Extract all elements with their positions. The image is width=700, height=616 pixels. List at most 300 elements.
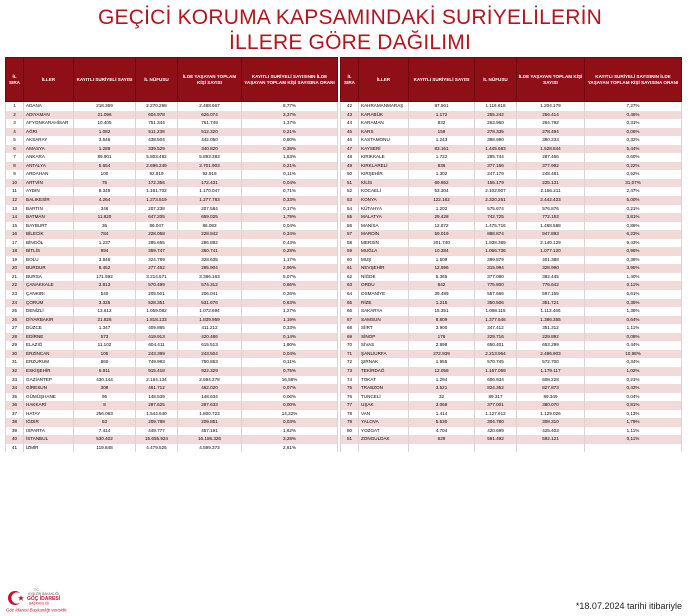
cell-sira-right: 49: [341, 162, 359, 171]
cell-toplam: 1.839.959: [178, 316, 242, 325]
cell-kayitli: 346: [74, 205, 136, 214]
cell-toplam: 626.074: [178, 111, 242, 120]
cell-kayitli-right: 15.351: [409, 307, 475, 316]
cell-sira: 25: [6, 307, 24, 316]
cell-oran-right: 0,13%: [585, 410, 682, 419]
table-row: [6, 427, 682, 436]
cell-toplam: 411.212: [178, 324, 242, 333]
cell-kayitli: 171.592: [74, 273, 136, 282]
cell-il-right: SAKARYA: [359, 307, 409, 316]
cell-oran-right: 5,00%: [585, 196, 682, 205]
cell-sira: 3: [6, 119, 24, 128]
cell-oran: 5,07%: [242, 273, 338, 282]
cell-il-right: YALOVA: [359, 418, 409, 427]
table-row: [6, 376, 682, 385]
cell-toplam-right: 225.131: [517, 179, 585, 188]
cell-sira-right: 73: [341, 367, 359, 376]
cell-il: BARTIN: [24, 205, 74, 214]
cell-il: ARTVİN: [24, 179, 74, 188]
cell-nufus-right: 824.352: [475, 384, 517, 393]
cell-kayitli-right: 83.161: [409, 145, 475, 154]
table-row: [6, 170, 682, 179]
cell-oran: 0,03%: [242, 418, 338, 427]
cell-kayitli-right: 1.509: [409, 256, 475, 265]
cell-toplam-right: 425.403: [517, 427, 585, 436]
table-row: [6, 153, 682, 162]
header-iller: İLLER: [24, 58, 74, 102]
cell-oran: 0,04%: [242, 222, 338, 231]
cell-sira-right: 79: [341, 418, 359, 427]
cell-sira: 27: [6, 324, 24, 333]
cell-oran-right: 1,11%: [585, 324, 682, 333]
cell-sira: 6: [6, 145, 24, 154]
cell-nufus: 915.418: [136, 367, 178, 376]
cell-il: HATAY: [24, 410, 74, 419]
cell-sira-right: 70: [341, 341, 359, 350]
cell-toplam-right: 576.876: [517, 205, 585, 214]
cell-nufus: 449.777: [136, 427, 178, 436]
cell-il-right: SİNOP: [359, 333, 409, 342]
cell-kayitli: 8.345: [74, 187, 136, 196]
cell-kayitli-right: 122.162: [409, 196, 475, 205]
cell-nufus: 4.479.525: [136, 444, 178, 453]
cell-kayitli-right: 3.900: [409, 324, 475, 333]
cell-oran: 1,19%: [242, 316, 338, 325]
cell-il: ADANA: [24, 102, 74, 111]
cell-oran-right: 0,38%: [585, 256, 682, 265]
cell-oran-right: 31,07%: [585, 179, 682, 188]
cell-nufus: 528.351: [136, 299, 178, 308]
cell-sira: 4: [6, 128, 24, 137]
cell-nufus-right: 315.994: [475, 264, 517, 273]
cell-nufus: 2.270.298: [136, 102, 178, 111]
logo-line-4: BAŞKANLIĞI: [29, 601, 50, 606]
cell-kayitli-right: 2.898: [409, 341, 475, 350]
cell-nufus: 148.539: [136, 393, 178, 402]
table-row: [6, 239, 682, 248]
cell-kayitli-right: 1.955: [409, 358, 475, 367]
cell-oran-right: 0,04%: [585, 393, 682, 402]
cell-nufus: 1.544.640: [136, 410, 178, 419]
cell-il: İSTANBUL: [24, 435, 74, 444]
cell-oran: 1,17%: [242, 256, 338, 265]
cell-kayitli-right: 5.530: [409, 418, 475, 427]
cell-nufus-right: 1.377.546: [475, 316, 517, 325]
distribution-table: [5, 57, 682, 452]
cell-nufus-right: 775.800: [475, 281, 517, 290]
cell-nufus-right: 557.666: [475, 290, 517, 299]
cell-toplam: 86.083: [178, 222, 242, 231]
cell-toplam-right: 1.528.844: [517, 145, 585, 154]
cell-sira-right: 45: [341, 128, 359, 137]
cell-toplam-right: 947.893: [517, 230, 585, 239]
cell-il-right: NİĞDE: [359, 273, 409, 282]
cell-il: ÇANAKKALE: [24, 281, 74, 290]
cell-kayitli-right: 3.069: [409, 401, 475, 410]
cell-il: HAKKARİ: [24, 401, 74, 410]
cell-nufus-right: 285.744: [475, 153, 517, 162]
cell-il-right: VAN: [359, 410, 409, 419]
cell-nufus-right: 1.938.389: [475, 239, 517, 248]
cell-sira: 37: [6, 410, 24, 419]
cell-il-right: MARDİN: [359, 230, 409, 239]
cell-toplam-right: 2.140.129: [517, 239, 585, 248]
cell-oran: 0,33%: [242, 324, 338, 333]
cell-toplam-right: 377.992: [517, 162, 585, 171]
cell-sira-right: 71: [341, 350, 359, 359]
cell-kayitli-right: 176: [409, 333, 475, 342]
cell-il-right: SİİRT: [359, 324, 409, 333]
cell-oran: 1,79%: [242, 213, 338, 222]
cell-kayitli-right: 8.809: [409, 316, 475, 325]
cell-nufus-right: 1.116.618: [475, 102, 517, 111]
cell-sira-right: 78: [341, 410, 359, 419]
cell-kayitli: 100: [74, 170, 136, 179]
cell-sira: 26: [6, 316, 24, 325]
cell-oran-right: 0,08%: [585, 333, 682, 342]
cell-oran-right: 2,47%: [585, 187, 682, 196]
cell-toplam-right: 2.156.211: [517, 187, 585, 196]
cell-toplam: 1.277.783: [178, 196, 242, 205]
table-row: [6, 333, 682, 342]
cell-sira-right: 76: [341, 393, 359, 402]
cell-oran: 0,28%: [242, 247, 338, 256]
cell-kayitli: 530.402: [74, 435, 136, 444]
cell-oran: 16,58%: [242, 376, 338, 385]
cell-toplam: 340.820: [178, 145, 242, 154]
cell-sira: 20: [6, 264, 24, 273]
cell-kayitli-right: 59.019: [409, 230, 475, 239]
cell-kayitli-right: 29.428: [409, 213, 475, 222]
cell-sira-right: 62: [341, 273, 359, 282]
cell-nufus: 86.047: [136, 222, 178, 231]
header-toplam: İLDE YAŞAYAN TOPLAM KİŞİ SAYISI: [178, 58, 242, 102]
table-row: [6, 281, 682, 290]
table-row: [6, 187, 682, 196]
cell-il: DENİZLİ: [24, 307, 74, 316]
cell-toplam: 285.904: [178, 264, 242, 273]
cell-nufus: 172.356: [136, 179, 178, 188]
cell-kayitli: 10.405: [74, 119, 136, 128]
cell-sira-right: 69: [341, 333, 359, 342]
cell-kayitli: 11.102: [74, 341, 136, 350]
cell-kayitli: 105: [74, 350, 136, 359]
cell-oran-right: 0,60%: [585, 153, 682, 162]
cell-il: ELAZIĞ: [24, 341, 74, 350]
cell-oran: 0,71%: [242, 187, 338, 196]
cell-sira-right: 47: [341, 145, 359, 154]
cell-oran: 0,04%: [242, 350, 338, 359]
cell-il: DİYARBAKIR: [24, 316, 74, 325]
cell-toplam: 2.488.667: [178, 102, 242, 111]
cell-toplam-right: 776.642: [517, 281, 585, 290]
cell-toplam-right: 308.310: [517, 418, 585, 427]
cell-oran: 1,53%: [242, 153, 338, 162]
cell-nufus: 209.788: [136, 418, 178, 427]
cell-oran-right: 1,11%: [585, 427, 682, 436]
cell-oran: 0,38%: [242, 145, 338, 154]
cell-kayitli-right: 1.215: [409, 299, 475, 308]
cell-sira: 29: [6, 341, 24, 350]
cell-il-right: KARS: [359, 128, 409, 137]
cell-oran-right: 3,95%: [585, 264, 682, 273]
cell-nufus-right: 377.156: [475, 162, 517, 171]
cell-il-right: KASTAMONU: [359, 136, 409, 145]
cell-oran: 0,34%: [242, 230, 338, 239]
cell-nufus-right: 1.098.115: [475, 307, 517, 316]
cell-oran-right: 6,23%: [585, 230, 682, 239]
cell-nufus: 749.993: [136, 358, 178, 367]
cell-oran-right: 7,27%: [585, 102, 682, 111]
cell-nufus: 287.625: [136, 401, 178, 410]
cell-toplam: 457.191: [178, 427, 242, 436]
cell-oran-right: 0,34%: [585, 358, 682, 367]
cell-nufus-right: 247.179: [475, 170, 517, 179]
cell-sira-right: 67: [341, 316, 359, 325]
table-row: [6, 222, 682, 231]
cell-oran-right: 6,61%: [585, 290, 682, 299]
cell-sira-right: 66: [341, 307, 359, 316]
cell-il: GİRESUN: [24, 384, 74, 393]
cell-toplam-right: 351.721: [517, 299, 585, 308]
cell-kayitli-right: 842: [409, 281, 475, 290]
cell-nufus-right: 1.167.059: [475, 367, 517, 376]
cell-sira: 23: [6, 290, 24, 299]
cell-sira-right: 63: [341, 281, 359, 290]
cell-toplam: 287.633: [178, 401, 242, 410]
cell-sira: 12: [6, 196, 24, 205]
cell-oran-right: 1,40%: [585, 273, 682, 282]
cell-oran: 0,07%: [242, 384, 338, 393]
cell-il: ANTALYA: [24, 162, 74, 171]
cell-kayitli: 994: [74, 247, 136, 256]
cell-nufus-right: 1.445.683: [475, 145, 517, 154]
cell-toplam: 615.513: [178, 341, 242, 350]
cell-kayitli-right: 832: [409, 119, 475, 128]
cell-il: ADIYAMAN: [24, 111, 74, 120]
logo-line-1: T.C.: [34, 588, 40, 592]
cell-nufus: 438.504: [136, 136, 178, 145]
cell-toplam: 442.050: [178, 136, 242, 145]
cell-nufus-right: 2.102.907: [475, 187, 517, 196]
cell-toplam: 206.041: [178, 290, 242, 299]
cell-toplam-right: 351.312: [517, 324, 585, 333]
cell-toplam: 1.170.047: [178, 187, 242, 196]
cell-il: ISPARTA: [24, 427, 74, 436]
header-sira-right: İL SIRA: [341, 58, 359, 102]
cell-sira-right: 56: [341, 222, 359, 231]
cell-kayitli-right: 836: [409, 162, 475, 171]
cell-sira: 5: [6, 136, 24, 145]
cell-nufus-right: 2.213.964: [475, 350, 517, 359]
cell-sira: 36: [6, 401, 24, 410]
cell-kayitli-right: 10.384: [409, 247, 475, 256]
cell-kayitli: 308: [74, 384, 136, 393]
cell-sira-right: 72: [341, 358, 359, 367]
table-row: [6, 324, 682, 333]
cell-toplam: 3.386.163: [178, 273, 242, 282]
cell-oran-right: 0,52%: [585, 170, 682, 179]
cell-kayitli: 3.846: [74, 256, 136, 265]
cell-kayitli: 5.654: [74, 162, 136, 171]
cell-toplam: 420.486: [178, 333, 242, 342]
cell-toplam-right: 328.990: [517, 264, 585, 273]
cell-toplam: 172.431: [178, 179, 242, 188]
cell-nufus-right: 575.674: [475, 205, 517, 214]
cell-nufus-right: 377.080: [475, 273, 517, 282]
cell-nufus-right: 1.127.612: [475, 410, 517, 419]
cell-sira: 40: [6, 435, 24, 444]
cell-il-right: KONYA: [359, 196, 409, 205]
cell-nufus: 92.819: [136, 170, 178, 179]
cell-kayitli: 3.325: [74, 299, 136, 308]
cell-nufus-right: 650.401: [475, 341, 517, 350]
cell-toplam: 531.676: [178, 299, 242, 308]
cell-oran: 1,27%: [242, 307, 338, 316]
cell-kayitli-right: 53.304: [409, 187, 475, 196]
cell-toplam-right: 1.129.026: [517, 410, 585, 419]
cell-nufus-right: 399.879: [475, 256, 517, 265]
cell-toplam: 209.851: [178, 418, 242, 427]
cell-sira-right: 51: [341, 179, 359, 188]
cell-sira-right: [341, 444, 359, 453]
cell-oran-right: 10,98%: [585, 350, 682, 359]
cell-sira: 35: [6, 393, 24, 402]
cell-oran: 0,14%: [242, 333, 338, 342]
cell-nufus-right: 888.874: [475, 230, 517, 239]
cell-oran: 1,62%: [242, 427, 338, 436]
cell-nufus: 339.529: [136, 145, 178, 154]
cell-sira: 11: [6, 187, 24, 196]
cell-toplam-right: 653.299: [517, 341, 585, 350]
header-sira: İL SIRA: [6, 58, 24, 102]
cell-nufus-right: 2.320.261: [475, 196, 517, 205]
cell-oran: 0,11%: [242, 358, 338, 367]
header-iller-right: İLLER: [359, 58, 409, 102]
cell-kayitli: 218.369: [74, 102, 136, 111]
cell-sira-right: 53: [341, 196, 359, 205]
cell-sira: 7: [6, 153, 24, 162]
cell-sira-right: 46: [341, 136, 359, 145]
cell-sira-right: 81: [341, 435, 359, 444]
cell-kayitli-right: 1.414: [409, 410, 475, 419]
cell-oran-right: 5,44%: [585, 145, 682, 154]
cell-toplam: 750.853: [178, 358, 242, 367]
cell-sira-right: 54: [341, 205, 359, 214]
cell-oran-right: 1,79%: [585, 418, 682, 427]
cell-il-right: TOKAT: [359, 376, 409, 385]
cell-kayitli: 256.083: [74, 410, 136, 419]
cell-kayitli: 13.612: [74, 307, 136, 316]
table-row: [6, 435, 682, 444]
cell-il-right: NEVŞEHİR: [359, 264, 409, 273]
cell-oran: 0,17%: [242, 205, 338, 214]
cell-kayitli: 573: [74, 333, 136, 342]
cell-nufus-right: 350.506: [475, 299, 517, 308]
cell-nufus-right: 377.001: [475, 401, 517, 410]
cell-nufus-right: 304.780: [475, 418, 517, 427]
cell-kayitli: 6.911: [74, 367, 136, 376]
cell-nufus: 751.344: [136, 119, 178, 128]
cell-sira: 15: [6, 222, 24, 231]
cell-toplam: 761.749: [178, 119, 242, 128]
cell-il: AKSARAY: [24, 136, 74, 145]
cell-sira: 41: [6, 444, 24, 453]
cell-kayitli-right: 12.872: [409, 222, 475, 231]
cell-toplam-right: 264.792: [517, 119, 585, 128]
table-body: [6, 102, 682, 453]
table-row: [6, 213, 682, 222]
cell-il: AFYONKARAHİSAR: [24, 119, 74, 128]
cell-il: ESKİŞEHİR: [24, 367, 74, 376]
crescent-star-icon: [8, 591, 24, 605]
cell-il-right: KOCAELİ: [359, 187, 409, 196]
cell-nufus-right: 155.179: [475, 179, 517, 188]
cell-toplam-right: 772.153: [517, 213, 585, 222]
cell-il-right: OSMANİYE: [359, 290, 409, 299]
cell-oran-right: 9,43%: [585, 239, 682, 248]
cell-kayitli: 21.826: [74, 316, 136, 325]
goc-idaresi-logo: [6, 586, 116, 614]
cell-kayitli: 430.144: [74, 376, 136, 385]
cell-sira: 28: [6, 333, 24, 342]
cell-oran-right: 0,21%: [585, 376, 682, 385]
table-row: [6, 350, 682, 359]
cell-oran: 0,00%: [242, 401, 338, 410]
cell-sira: 32: [6, 367, 24, 376]
cell-il-right: KIRKLARELİ: [359, 162, 409, 171]
cell-nufus-right: 388.990: [475, 136, 517, 145]
cell-sira-right: 44: [341, 119, 359, 128]
cell-sira: 1: [6, 102, 24, 111]
cell-kayitli: 4.264: [74, 196, 136, 205]
cell-nufus: 285.655: [136, 239, 178, 248]
cell-oran: 0,43%: [242, 239, 338, 248]
cell-oran-right: 1,02%: [585, 367, 682, 376]
cell-oran-right: 0,06%: [585, 128, 682, 137]
cell-kayitli-right: 39.489: [409, 290, 475, 299]
header-oran: KAYITLI SURİYELİ SAYISININ İLDE YAŞAYAN TOPLAM KİŞİ SAYISINA ORANI: [242, 58, 338, 102]
cell-kayitli: 8: [74, 401, 136, 410]
cell-toplam: 92.919: [178, 170, 242, 179]
cell-nufus: 207.238: [136, 205, 178, 214]
cell-toplam: 360.741: [178, 247, 242, 256]
cell-kayitli: 75: [74, 179, 136, 188]
cell-nufus: 604.411: [136, 341, 178, 350]
cell-sira: 38: [6, 418, 24, 427]
cell-sira-right: 77: [341, 401, 359, 410]
cell-il-right: KARABÜK: [359, 111, 409, 120]
cell-kayitli: 860: [74, 358, 136, 367]
table-row: [6, 418, 682, 427]
cell-il: AĞRI: [24, 128, 74, 137]
cell-il: BURDUR: [24, 264, 74, 273]
cell-toplam-right: 572.700: [517, 358, 585, 367]
cell-sira: 2: [6, 111, 24, 120]
cell-kayitli: 63: [74, 418, 136, 427]
cell-nufus-right: 89.317: [475, 393, 517, 402]
cell-nufus: 205.501: [136, 290, 178, 299]
table-row: [6, 444, 682, 453]
cell-il-right: TUNCELİ: [359, 393, 409, 402]
cell-oran-right: 0,86%: [585, 222, 682, 231]
cell-toplam-right: 248.481: [517, 170, 585, 179]
table-row: [6, 367, 682, 376]
cell-nufus: 15.655.924: [136, 435, 178, 444]
cell-kayitli-right: 5.365: [409, 273, 475, 282]
cell-sira-right: 75: [341, 384, 359, 393]
cell-oran-right: 0,46%: [585, 111, 682, 120]
